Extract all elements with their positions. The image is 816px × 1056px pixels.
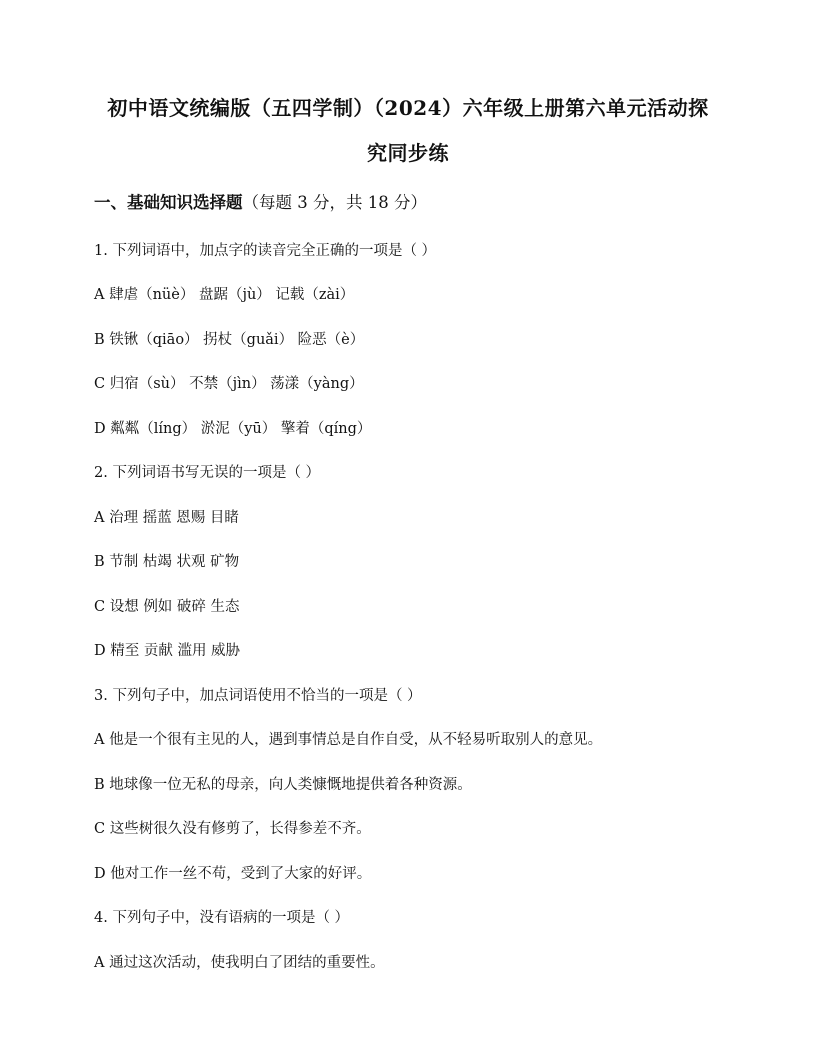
question-2-stem: 2. 下列词语书写无误的一项是（ ） (94, 465, 321, 481)
question-3-option-a: A 他是一个很有主见的人，遇到事情总是自作自受，从不轻易听取别人的意见。 (94, 732, 603, 748)
section-heading-label: 一、基础知识选择题 (94, 193, 243, 212)
document-title-line-2: 究同步练 (367, 141, 449, 165)
question-3-option-b: B 地球像一位无私的母亲，向人类慷慨地提供着各种资源。 (94, 777, 472, 793)
section-heading-note: （每题 3 分，共 18 分） (242, 193, 427, 212)
question-1-stem: 1. 下列词语中，加点字的读音完全正确的一项是（ ） (94, 243, 437, 259)
question-2-option-b: B 节制 枯竭 状观 矿物 (94, 554, 240, 570)
question-1-option-c: C 归宿（sù） 不禁（jìn） 荡漾（yàng） (94, 376, 364, 392)
question-3-stem: 3. 下列句子中，加点词语使用不恰当的一项是（ ） (94, 688, 422, 704)
question-3-option-d: D 他对工作一丝不苟，受到了大家的好评。 (94, 866, 372, 882)
question-1-option-d: D 粼粼（líng） 淤泥（yū） 擎着（qíng） (94, 421, 372, 437)
question-4-option-a: A 通过这次活动，使我明白了团结的重要性。 (94, 955, 385, 971)
document-title-line-1: 初中语文统编版（五四学制）（2024）六年级上册第六单元活动探 (107, 96, 709, 120)
question-2-option-d: D 精至 贡献 滥用 威胁 (94, 643, 241, 659)
question-2-option-c: C 设想 例如 破碎 生态 (94, 599, 240, 615)
section-heading (94, 191, 427, 215)
question-2-option-a: A 治理 摇蓝 恩赐 目睹 (94, 510, 239, 526)
question-1-option-b: B 铁锹（qiāo） 拐杖（guǎi） 险恶（è） (94, 332, 365, 348)
question-1-option-a: A 肆虐（nüè） 盘踞（jù） 记载（zài） (94, 287, 355, 303)
question-3-option-c: C 这些树很久没有修剪了，长得参差不齐。 (94, 821, 371, 837)
question-4-stem: 4. 下列句子中，没有语病的一项是（ ） (94, 910, 350, 926)
